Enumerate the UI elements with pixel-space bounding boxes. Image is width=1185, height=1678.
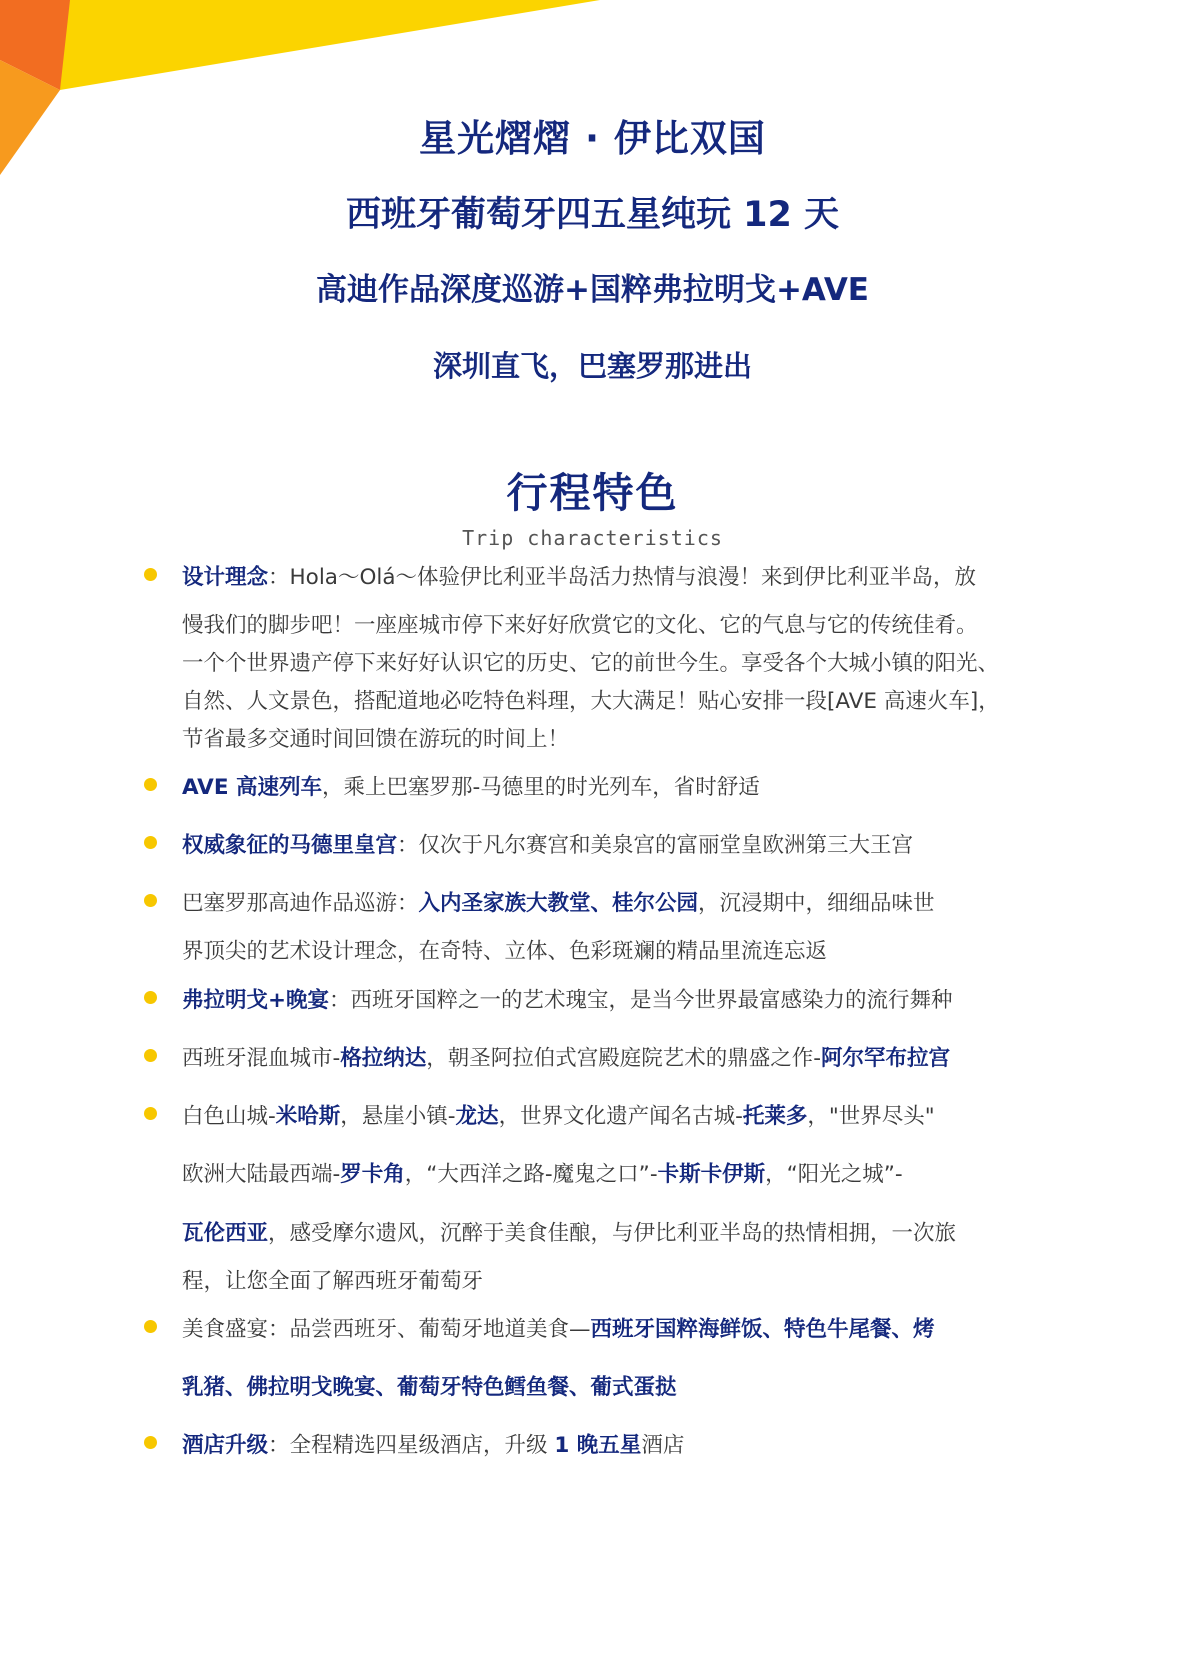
bullet-icon: [144, 894, 157, 907]
feature-line: [182, 828, 913, 859]
highlight-text: 入内圣家族大教堂、桂尔公园: [418, 891, 699, 916]
bullet-icon: [144, 991, 157, 1004]
bullet-icon: [144, 778, 157, 791]
body-text: ，沉浸期中，细细品味世: [698, 891, 935, 916]
highlight-text: 酒店升级: [182, 1433, 269, 1458]
highlight-text: 1 晚五星: [554, 1433, 642, 1458]
feature-line: [182, 608, 978, 639]
feature-line: [182, 886, 935, 917]
feature-line: [182, 1312, 935, 1343]
body-text: ：西班牙国粹之一的艺术瑰宝，是当今世界最富感染力的流行舞种: [329, 988, 953, 1013]
title-line-3: 高迪作品深度巡游+国粹弗拉明戈+AVE: [315, 272, 869, 308]
body-text: 酒店: [641, 1433, 685, 1458]
highlight-text: 卡斯卡伊斯: [657, 1162, 766, 1187]
feature-line: [182, 1041, 950, 1072]
body-text: ，朝圣阿拉伯式宫殿庭院艺术的鼎盛之作-: [426, 1046, 822, 1071]
corner-decoration: [0, 0, 600, 200]
feature-line: [182, 1428, 684, 1459]
highlight-text: 西班牙国粹海鲜饭、特色牛尾餐、烤: [590, 1317, 935, 1342]
highlight-text: 格拉纳达: [340, 1046, 427, 1071]
body-text: 西班牙混血城市-: [182, 1046, 341, 1071]
bullet-icon: [144, 568, 157, 581]
body-text: 白色山城-: [182, 1104, 276, 1129]
highlight-text: 权威象征的马德里皇宫: [182, 833, 398, 858]
highlight-text: 阿尔罕布拉宫: [821, 1046, 951, 1071]
feature-line: [182, 560, 976, 591]
section-subtitle: Trip characteristics: [462, 526, 723, 550]
body-text: ，世界文化遗产闻名古城-: [498, 1104, 743, 1129]
body-text: 巴塞罗那高迪作品巡游：: [182, 891, 419, 916]
title-line-1: 星光熠熠 · 伊比双国: [419, 117, 766, 160]
body-text: ，悬崖小镇-: [340, 1104, 456, 1129]
corner-yellow-shape: [0, 0, 600, 90]
highlight-text: 龙达: [455, 1104, 499, 1129]
body-text: ，感受摩尔遗风，沉醉于美食佳酿，与伊比利亚半岛的热情相拥，一次旅: [268, 1221, 957, 1246]
body-text: 节省最多交通时间回馈在游玩的时间上！: [182, 727, 570, 752]
section-title: 行程特色: [506, 469, 679, 517]
body-text: ：Hola～Olá～体验伊比利亚半岛活力热情与浪漫！来到伊比利亚半岛，放: [268, 565, 977, 590]
body-text: 程，让您全面了解西班牙葡萄牙: [182, 1269, 484, 1294]
body-text: 慢我们的脚步吧！一座座城市停下来好好欣赏它的文化、它的气息与它的传统佳肴。: [182, 613, 978, 638]
highlight-text: 乳猪、佛拉明戈晚宴、葡萄牙特色鳕鱼餐、葡式蛋挞: [182, 1375, 677, 1400]
title-line-2: 西班牙葡萄牙四五星纯玩 12 天: [345, 195, 840, 235]
bullet-icon: [144, 1436, 157, 1449]
body-text: 美食盛宴：品尝西班牙、葡萄牙地道美食—: [182, 1317, 591, 1342]
feature-line: [182, 934, 827, 965]
body-text: 欧洲大陆最西端-: [182, 1162, 341, 1187]
highlight-text: 瓦伦西亚: [182, 1221, 269, 1246]
bullet-icon: [144, 1049, 157, 1062]
highlight-text: 米哈斯: [275, 1104, 341, 1129]
body-text: 界顶尖的艺术设计理念，在奇特、立体、色彩斑斓的精品里流连忘返: [182, 939, 828, 964]
body-text: ，“大西洋之路-魔鬼之口”-: [404, 1162, 658, 1187]
feature-line: [182, 722, 569, 753]
highlight-text: AVE 高速列车: [182, 775, 322, 800]
feature-line: [182, 684, 1000, 715]
feature-line: [182, 770, 760, 801]
highlight-text: 罗卡角: [340, 1162, 405, 1187]
feature-line: [182, 983, 953, 1014]
body-text: ，“阳光之城”-: [765, 1162, 903, 1187]
bullet-icon: [144, 1320, 157, 1333]
feature-line: [182, 1216, 956, 1247]
feature-line: [182, 646, 999, 677]
feature-line: [182, 1370, 677, 1401]
highlight-text: 弗拉明戈+晚宴: [182, 988, 330, 1013]
highlight-text: 托莱多: [742, 1104, 808, 1129]
feature-line: [182, 1099, 935, 1130]
body-text: 自然、人文景色，搭配道地必吃特色料理，大大满足！贴心安排一段[AVE 高速火车]，: [182, 689, 1000, 714]
feature-line: [182, 1157, 903, 1188]
body-text: ，"世界尽头": [807, 1104, 935, 1129]
body-text: 一个个世界遗产停下来好好认识它的历史、它的前世今生。享受各个大城小镇的阳光、: [182, 651, 1000, 676]
feature-line: [182, 1264, 483, 1295]
body-text: ：全程精选四星级酒店，升级: [268, 1433, 555, 1458]
highlight-text: 设计理念: [182, 565, 269, 590]
title-line-4: 深圳直飞，巴塞罗那进出: [432, 349, 752, 383]
bullet-icon: [144, 836, 157, 849]
body-text: ，乘上巴塞罗那-马德里的时光列车，省时舒适: [322, 775, 760, 800]
bullet-icon: [144, 1107, 157, 1120]
body-text: ：仅次于凡尔赛宫和美泉宫的富丽堂皇欧洲第三大王宫: [397, 833, 914, 858]
